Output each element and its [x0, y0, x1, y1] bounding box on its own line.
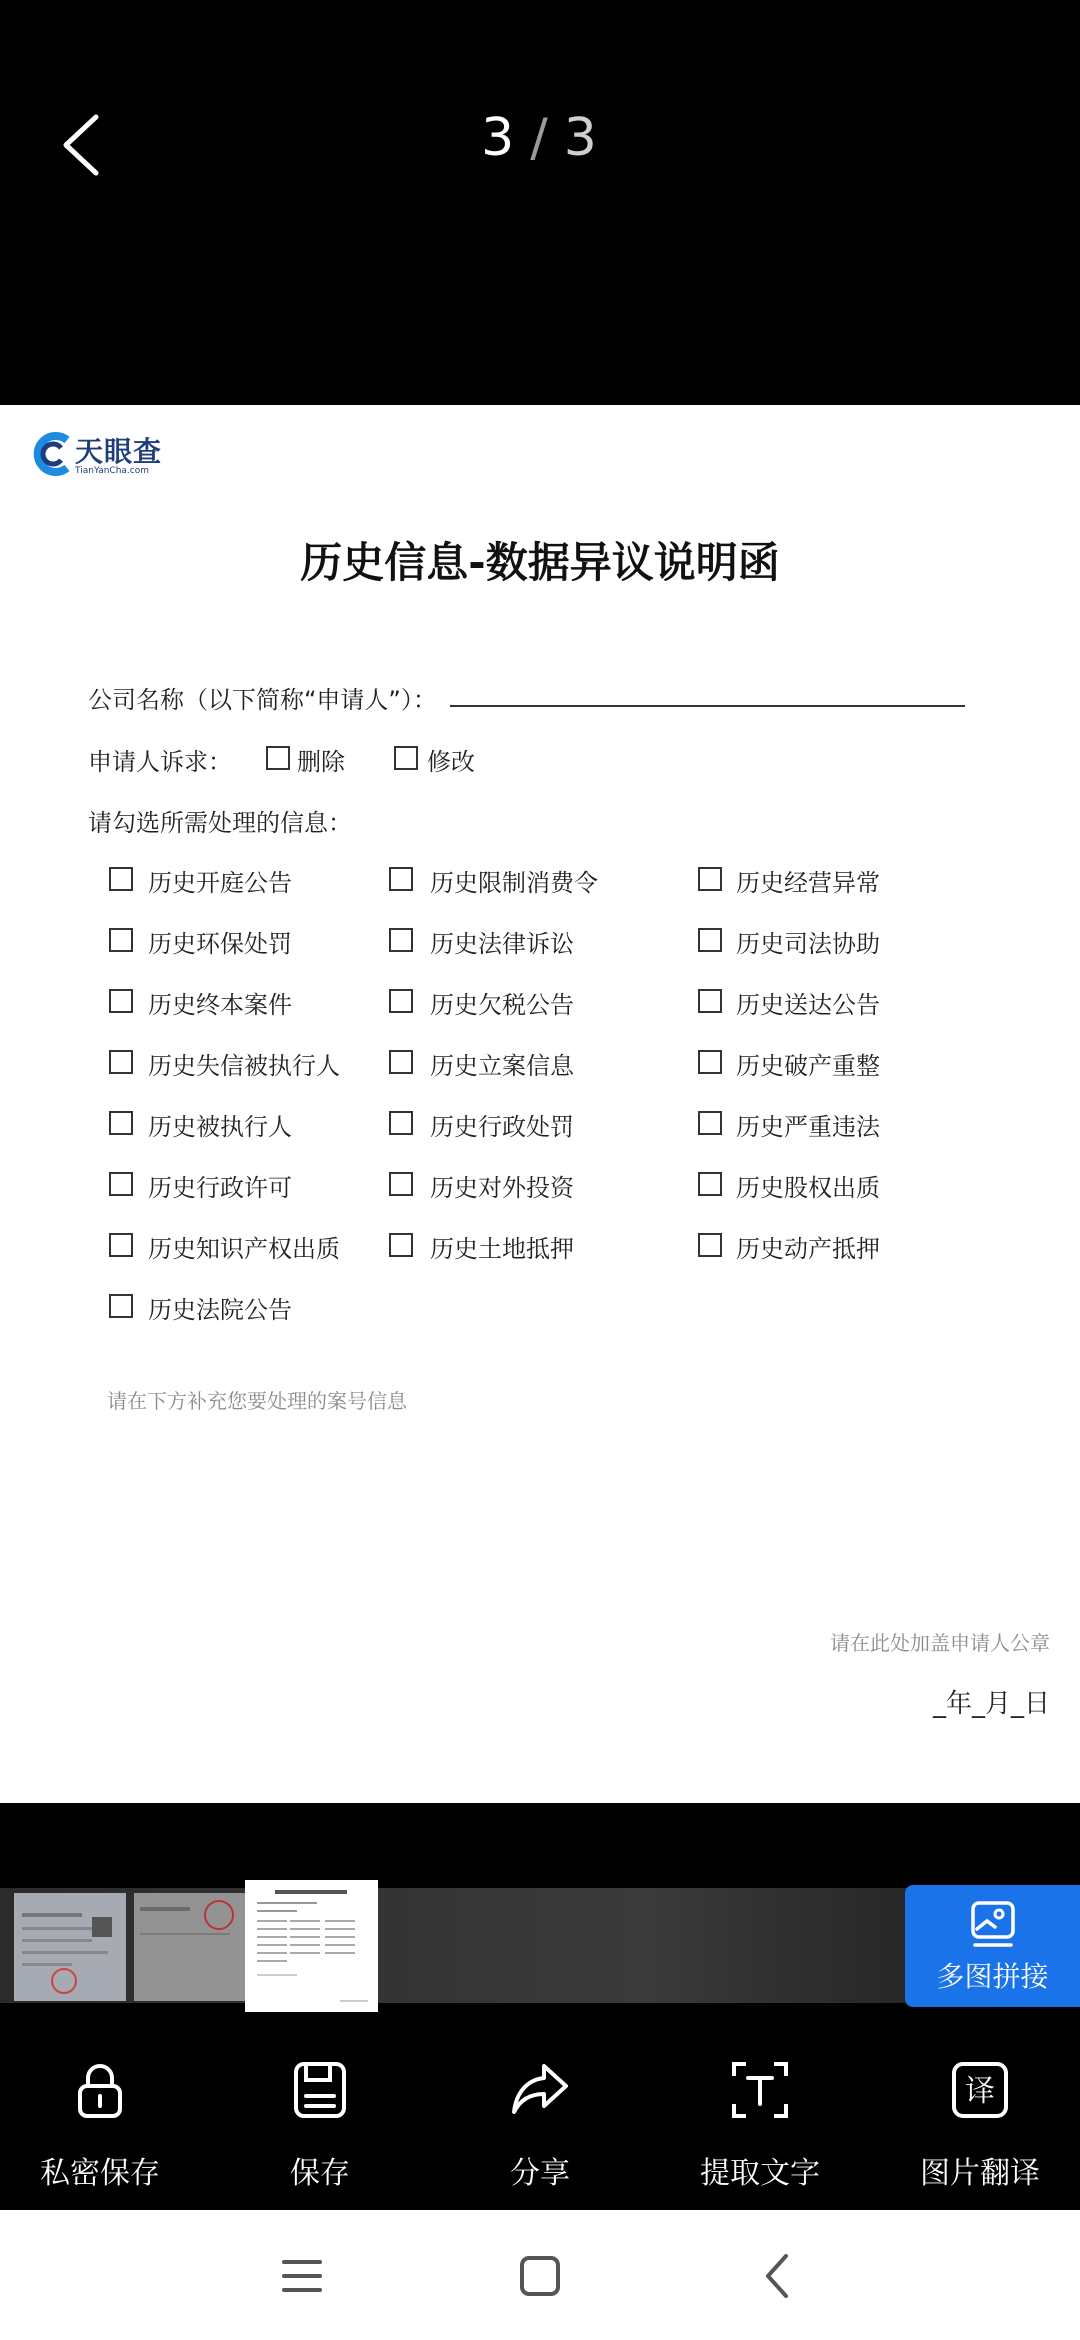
checkbox-item: [389, 928, 413, 952]
stitch-image-icon: [967, 1899, 1019, 1951]
checklist-item-label: 历史失信被执行人: [148, 1052, 340, 1080]
checklist-item-label: 历史股权出质: [736, 1174, 880, 1202]
checklist-item-label: 历史送达公告: [736, 991, 880, 1019]
checklist-item-label: 历史经营异常: [736, 869, 880, 897]
checklist-item-label: 历史终本案件: [148, 991, 292, 1019]
checklist-item-label: 历史法院公告: [148, 1296, 292, 1324]
extract-text-label: 提取文字: [700, 2156, 820, 2191]
checkbox-item: [109, 1172, 133, 1196]
home-square-icon: [512, 2248, 568, 2304]
checkbox-item: [698, 867, 722, 891]
share-button[interactable]: [440, 2060, 640, 2190]
text-extract-icon: [730, 2060, 790, 2120]
document-title: 历史信息-数据异议说明函: [300, 538, 780, 587]
chevron-left-icon: [750, 2248, 806, 2304]
stamped-document-preview: [134, 1893, 246, 2001]
company-name-label: 公司名称（以下简称“申请人”）：: [88, 686, 437, 714]
private-save-button[interactable]: [0, 2060, 200, 2190]
logo-text: 天眼查: [75, 435, 163, 468]
lock-icon: [70, 2060, 130, 2120]
checklist-item-label: 历史严重违法: [736, 1113, 880, 1141]
checkbox-item: [698, 1111, 722, 1135]
checkbox-item: [109, 1111, 133, 1135]
checkbox-item: [389, 867, 413, 891]
checklist-item-label: 历史环保处罚: [148, 930, 292, 958]
case-number-hint: 请在下方补充您要处理的案号信息: [107, 1389, 407, 1413]
logo-mark-icon: [33, 432, 73, 476]
viewer-header: [0, 0, 1080, 405]
option-modify-label: 修改: [427, 748, 475, 776]
system-back-button[interactable]: [750, 2248, 806, 2304]
share-icon: [510, 2060, 570, 2120]
thumbnail-page-3-selected[interactable]: [245, 1880, 378, 2012]
checklist-item-label: 历史对外投资: [430, 1174, 574, 1202]
translate-icon: [950, 2060, 1010, 2120]
checkbox-item: [389, 1233, 413, 1257]
save-button[interactable]: [220, 2060, 420, 2190]
current-document-preview: [245, 1880, 378, 2012]
image-translate-button[interactable]: [880, 2060, 1080, 2190]
checkbox-item: [698, 1050, 722, 1074]
save-icon: [290, 2060, 350, 2120]
translate-glyph: 译: [965, 2074, 995, 2109]
private-save-label: 私密保存: [40, 2156, 160, 2191]
date-line: _年_月_日: [932, 1689, 1050, 1719]
checklist-item-label: 历史破产重整: [736, 1052, 880, 1080]
image-translate-label: 图片翻译: [920, 2156, 1040, 2191]
page-indicator: [0, 108, 1080, 168]
appeal-label: 申请人诉求：: [88, 748, 232, 776]
logo-subtext: TianYanCha.com: [75, 466, 150, 476]
thumbnail-page-1[interactable]: [14, 1893, 126, 2001]
checklist-item-label: 历史司法协助: [736, 930, 880, 958]
checklist-item-label: 历史开庭公告: [148, 869, 292, 897]
checkbox-item: [389, 989, 413, 1013]
checkbox-item: [109, 1294, 133, 1318]
select-info-label: 请勾选所需处理的信息：: [88, 809, 352, 837]
checkbox-item: [389, 1111, 413, 1135]
checkbox-delete: [266, 746, 290, 770]
stamp-hint: 请在此处加盖申请人公章: [830, 1631, 1050, 1655]
checkbox-item: [109, 1050, 133, 1074]
checkbox-item: [109, 928, 133, 952]
checkbox-item: [698, 1172, 722, 1196]
checkbox-item: [698, 989, 722, 1013]
system-navigation-bar: [0, 2210, 1080, 2340]
checklist-item-label: 历史立案信息: [430, 1052, 574, 1080]
company-name-blank-line: [450, 705, 965, 707]
home-button[interactable]: [512, 2248, 568, 2304]
save-label: 保存: [290, 2156, 350, 2191]
checkbox-item: [389, 1172, 413, 1196]
checklist-item-label: 历史知识产权出质: [148, 1235, 340, 1263]
checkbox-item: [109, 1233, 133, 1257]
checklist-item-label: 历史行政处罚: [430, 1113, 574, 1141]
checkbox-modify: [394, 746, 418, 770]
checkbox-item: [698, 1233, 722, 1257]
page-separator: /: [530, 108, 550, 168]
checklist-item-label: 历史被执行人: [148, 1113, 292, 1141]
thumbnail-page-2[interactable]: [134, 1893, 246, 2001]
page-current: 3: [481, 108, 517, 168]
multi-image-stitch-label: 多图拼接: [936, 1960, 1049, 1993]
checklist-item-label: 历史欠税公告: [430, 991, 574, 1019]
document-image[interactable]: [0, 405, 1080, 1803]
checklist-item-label: 历史土地抵押: [430, 1235, 574, 1263]
multi-image-stitch-button[interactable]: [905, 1885, 1080, 2007]
recent-apps-button[interactable]: [274, 2248, 330, 2304]
option-delete-label: 删除: [297, 748, 345, 776]
checklist-item-label: 历史法律诉讼: [430, 930, 574, 958]
page-total: 3: [563, 108, 599, 168]
checkbox-item: [109, 867, 133, 891]
checklist-item-label: 历史限制消费令: [430, 869, 598, 897]
tianyancha-logo: [33, 430, 173, 480]
checkbox-item: [698, 928, 722, 952]
checklist-item-label: 历史行政许可: [148, 1174, 292, 1202]
checkbox-item: [389, 1050, 413, 1074]
business-license-preview: [14, 1893, 126, 2001]
extract-text-button[interactable]: [660, 2060, 860, 2190]
checkbox-item: [109, 989, 133, 1013]
checklist-item-label: 历史动产抵押: [736, 1235, 880, 1263]
menu-icon: [274, 2248, 330, 2304]
share-label: 分享: [510, 2156, 570, 2191]
